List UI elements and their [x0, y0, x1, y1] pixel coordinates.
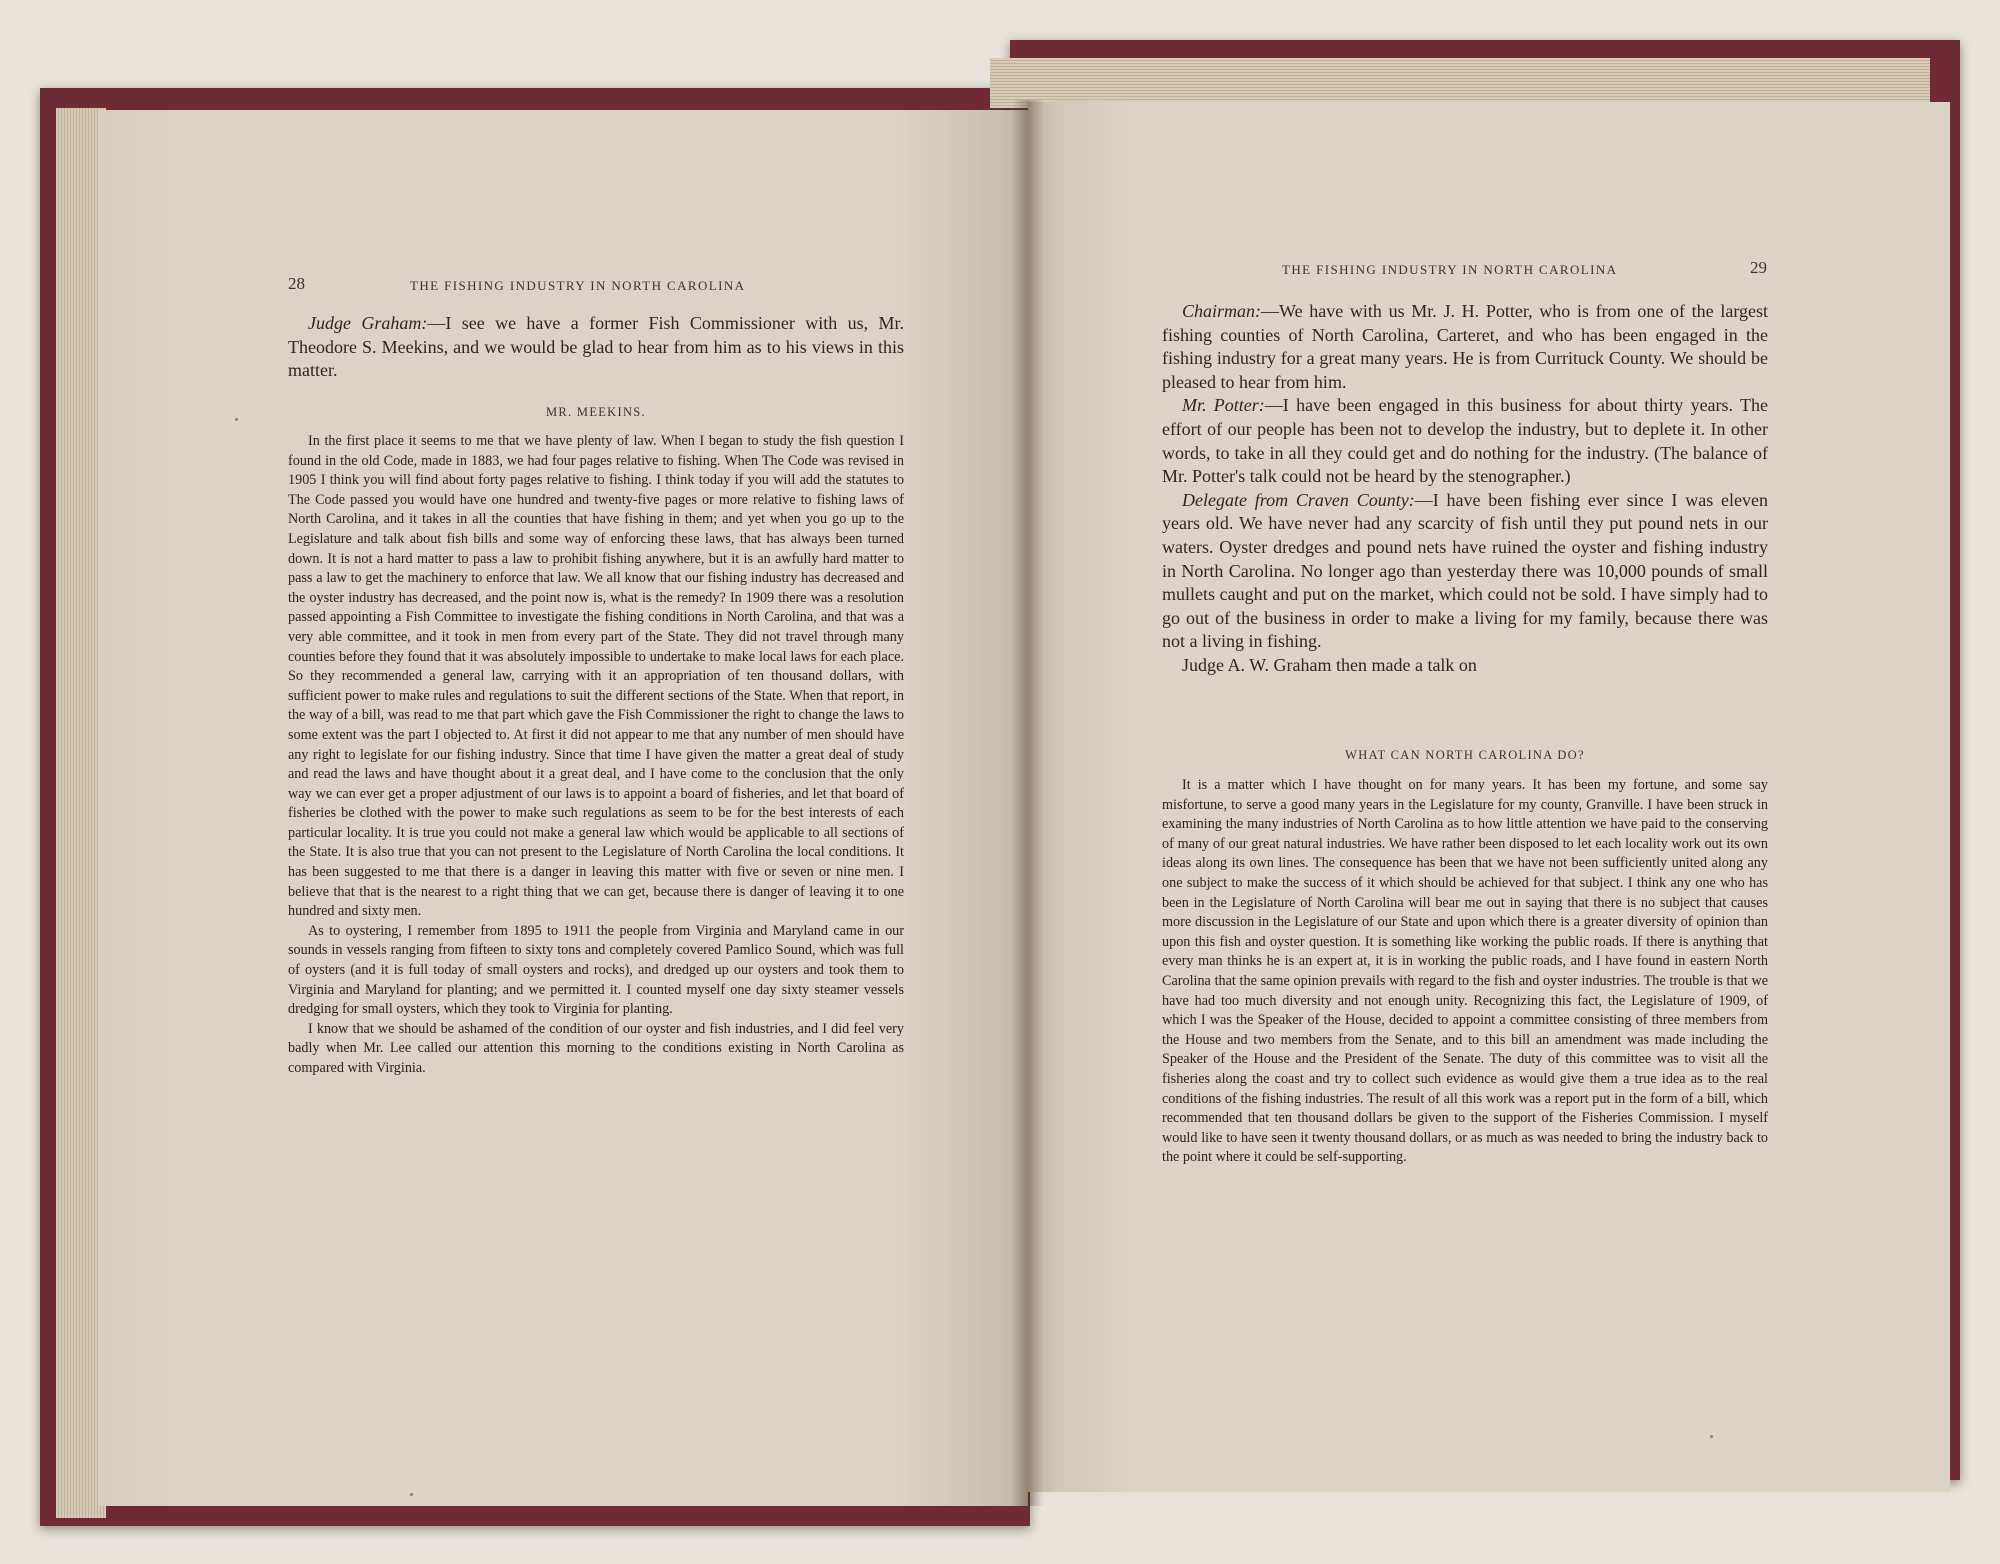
paper-speck	[1710, 1435, 1713, 1438]
speeches	[1162, 300, 1768, 678]
section-heading: WHAT CAN NORTH CAROLINA DO?	[1345, 748, 1585, 762]
speech-body	[288, 432, 904, 1079]
page-number: 28	[288, 274, 305, 293]
speech-paragraph	[1162, 489, 1768, 654]
page-number: 29	[1750, 258, 1767, 277]
speech-body	[1162, 776, 1768, 1168]
speech-paragraph	[1162, 394, 1768, 488]
speaker-name: Mr. Potter:	[1182, 395, 1265, 416]
page-edges-top	[990, 58, 1930, 108]
running-head: THE FISHING INDUSTRY IN NORTH CAROLINA	[410, 278, 746, 293]
left-page	[98, 110, 1028, 1506]
body-paragraph: I know that we should be ashamed of the condition of our oyster and fish industries, and I did feel very badly when Mr. Lee called our attention this morning to the conditions existing in North Carolina as compared with Virginia.	[288, 1020, 904, 1076]
section-heading: MR. MEEKINS.	[546, 405, 646, 419]
speaker-name: Delegate from Craven County:	[1182, 489, 1415, 510]
intro-paragraph	[288, 312, 904, 383]
intro-text: —I see we have a former Fish Commissioner with us, Mr. Theodore S. Meekins, and we would be glad to hear from him as to his views in this matter.	[288, 313, 905, 381]
right-page	[1028, 102, 1950, 1492]
speech-text: —I have been fishing ever since I was eleven years old. We have never had any scarcity of fish until they put pound nets in our waters. Oyster dredges and pound nets have ruined the oyster and fishing industry in North Carolina. No longer ago than yesterday there was 10,000 pounds of small mullets caught and put on the market, which could not be sold. I have simply had to go out of the business in order to make a living for my family, because there was not a living in fishing.	[1162, 489, 1768, 652]
speaker-name: Judge Graham:	[308, 313, 428, 333]
book-gutter	[1012, 100, 1044, 1506]
body-paragraph: In the first place it seems to me that we have plenty of law. When I began to study the fish question I found in the old Code, made in 1883, we had four pages relative to fishing. When The Code was revised in 1905 I think you will find about forty pages relative to fishing. I think today if you will add the statutes to The Code passed you would have one hundred and twenty-five pages or more relative to fishing laws of North Carolina, and it takes in all the counties that have fishing in them; and yet when you go up to the Legislature and talk about fish bills and some way of enforcing these laws, that has always been turned down. It is not a hard matter to pass a law to prohibit fishing anywhere, but it is an awfully hard matter to pass a law to get the machinery to enforce that law. We all know that our fishing industry has decreased and the oyster industry has decreased, and the point now is, what is the remedy? In 1909 there was a resolution passed appointing a Fish Committee to investigate the fishing conditions in North Carolina, and that was a very able committee, and it took in men from every part of the State. They did not travel through many counties before they found that it was absolutely impossible to undertake to make local laws for each place. So they recommended a general law, carrying with it an appropriation of ten thousand dollars, with sufficient power to make rules and regulations to suit the different sections of the State. When that report, in the way of a bill, was read to me that part which gave the Fish Commissioner the right to change the laws to some extent was the part I objected to. At first it did not appear to me that any number of men should have any right to legislate for our fishing industry. Since that time I have given the matter a great deal of study and read the laws and have thought about it a great deal, and I have come to the conclusion that the only way we can ever get a proper adjustment of our laws is to appoint a board of fisheries, and let that board of fisheries be clothed with the power to make such regulations as seem to be for the best interests of each particular locality. It is true you could not make a general law which would be applicable to all sections of the State. It is also true that you can not present to the Legislature of North Carolina the local conditions. It has been suggested to me that there is a danger in leaving this matter with five or seven or nine men. I believe that that is the nearest to a right thing that we can get, because there is danger of leaving it to one hundred and sixty men.	[288, 433, 904, 920]
speech-text: —I have been engaged in this business for about thirty years. The effort of our people has been not to develop the industry, but to deplete it. In other words, to take in all they could get and do nothing for the industry. (The balance of Mr. Potter's talk could not be heard by the stenographer.)	[1162, 395, 1768, 487]
paper-speck	[410, 1493, 413, 1496]
body-paragraph: As to oystering, I remember from 1895 to 1911 the people from Virginia and Maryland came in our sounds in vessels ranging from fifteen to sixty tons and completely covered Pamlico Sound, which was full of oysters (and it is full today of small oysters and rocks), and dredged up our oysters and took them to Virginia and Maryland for planting; and we permitted it. I counted myself one day sixty steamer vessels dredging for small oysters, which they took to Virginia for planting.	[288, 922, 904, 1018]
speaker-name: Chairman:	[1182, 301, 1262, 321]
transition-line: Judge A. W. Graham then made a talk on	[1182, 654, 1477, 675]
running-head: THE FISHING INDUSTRY IN NORTH CAROLINA	[1282, 262, 1618, 277]
speech-paragraph	[1162, 300, 1768, 394]
body-paragraph: It is a matter which I have thought on for many years. It has been my fortune, and some say misfortune, to serve a good many years in the Legislature for my county, Granville. I have been struck in examining the many industries of North Carolina as to how little attention we have paid to the conserving of many of our great natural industries. We have rather been disposed to let each locality work out its own ideas along its own lines. The consequence has been that we have not been sufficiently united along any one subject to make the success of it which should be achieved for that subject. I think any one who has been in the Legislature of North Carolina will bear me out in saying that there is no subject that causes more discussion in the Legislature of our State and upon which there is a greater diversity of opinion than upon this fish and oyster question. It is something like working the public roads. If there is anything that every man thinks he is an expert at, it is in working the public roads, and I have found in eastern North Carolina that the same opinion prevails with regard to the fish and oyster industries. The trouble is that we have had too much diversity and not enough unity. Recognizing this fact, the Legislature of 1909, of which I was the Speaker of the House, decided to appoint a committee consisting of three members from the House and two members from the Senate, and to this bill an amendment was made including the Speaker of the House and the President of the Senate. The duty of this committee was to visit all the fisheries along the coast and try to collect such evidence as would give them a true idea as to the real conditions of the fishing industries. The result of all this work was a report put in the form of a bill, which recommended that ten thousand dollars be given to the support of the Fisheries Commission. I myself would like to have seen it twenty thousand dollars, or as much as was needed to bring the industry back to the point where it could be self-supporting.	[1162, 777, 1768, 1166]
speech-text: —We have with us Mr. J. H. Potter, who is from one of the largest fishing counties of North Carolina, Carteret, and who has been engaged in the fishing industry for a great many years. He is from Currituck County. We should be pleased to hear from him.	[1162, 301, 1768, 392]
paper-speck	[235, 418, 238, 421]
